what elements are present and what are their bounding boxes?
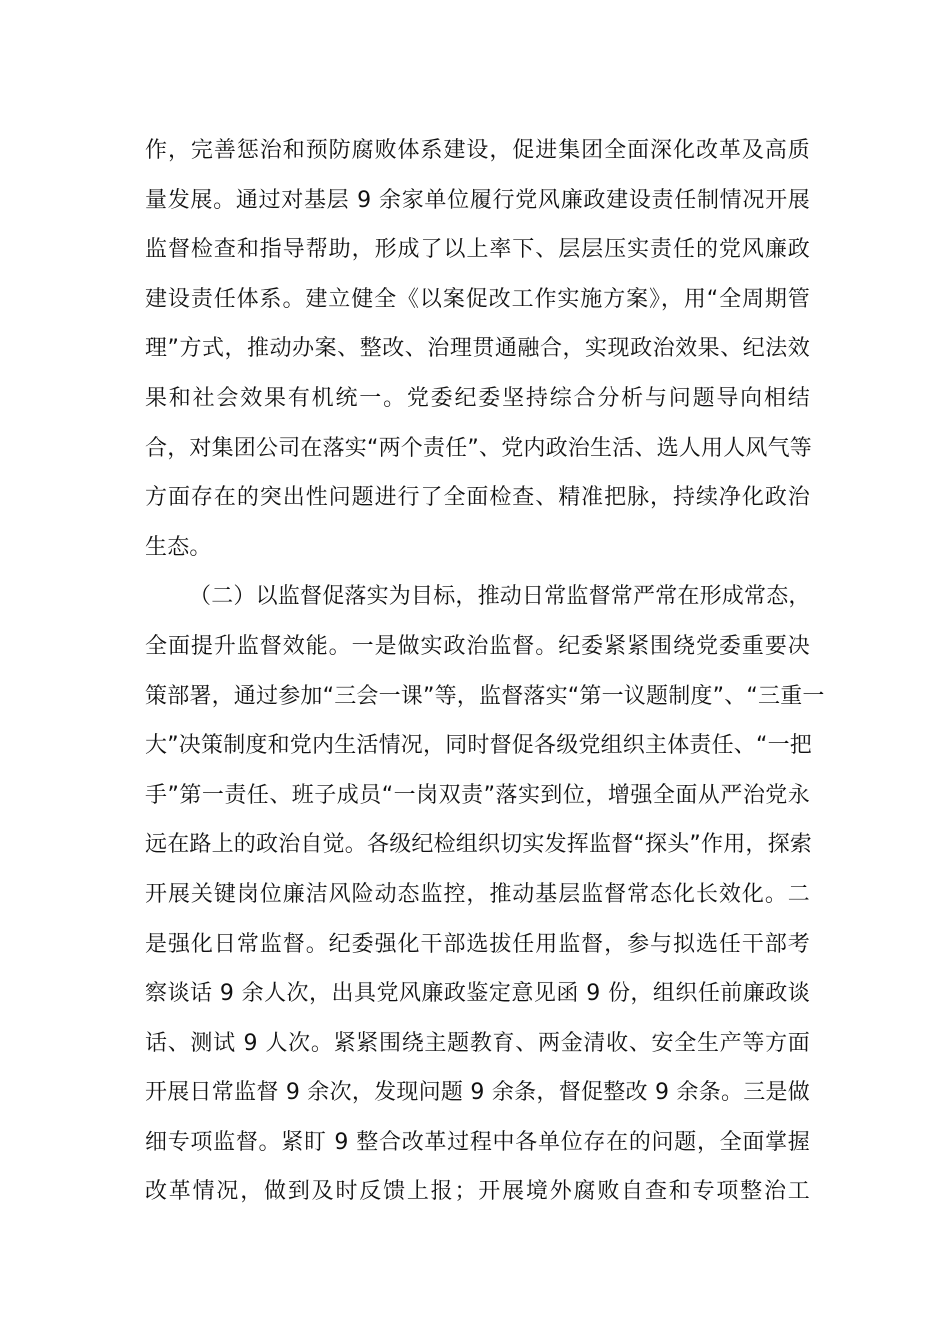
text-line: 理”方式，推动办案、整改、治理贯通融合，实现政治效果、纪法效 <box>145 336 810 362</box>
document-body-text <box>145 126 825 1217</box>
text-line: 生态。 <box>145 534 212 560</box>
text-line: 大”决策制度和党内生活情况，同时督促各级党组织主体责任、“一把 <box>145 733 812 759</box>
text-line: （二）以监督促落实为目标，推动日常监督常严常在形成常态， <box>189 584 811 610</box>
text-line: 策部署，通过参加“三会一课”等，监督落实“第一议题制度”、“三重一 <box>145 683 825 709</box>
text-line: 量发展。通过对基层 9 余家单位履行党风廉政建设责任制情况开展 <box>145 187 810 213</box>
text-line: 改革情况，做到及时反馈上报；开展境外腐败自查和专项整治工 <box>145 1179 810 1205</box>
text-line: 开展关键岗位廉洁风险动态监控，推动基层监督常态化长效化。二 <box>145 881 810 907</box>
text-line: 开展日常监督 9 余次，发现问题 9 余条，督促整改 9 余条。三是做 <box>145 1080 810 1106</box>
text-line: 果和社会效果有机统一。党委纪委坚持综合分析与问题导向相结 <box>145 385 810 411</box>
text-line: 手”第一责任、班子成员“一岗双责”落实到位，增强全面从严治党永 <box>145 782 810 808</box>
text-line: 话、测试 9 人次。紧紧围绕主题教育、两金清收、安全生产等方面 <box>145 1030 810 1056</box>
text-line: 远在路上的政治自觉。各级纪检组织切实发挥监督“探头”作用，探索 <box>145 832 812 858</box>
text-line: 方面存在的突出性问题进行了全面检查、精准把脉，持续净化政治 <box>145 485 810 511</box>
text-line: 是强化日常监督。纪委强化干部选拔任用监督，参与拟选任干部考 <box>145 931 810 957</box>
text-line: 全面提升监督效能。一是做实政治监督。纪委紧紧围绕党委重要决 <box>145 633 810 659</box>
text-line: 作，完善惩治和预防腐败体系建设，促进集团全面深化改革及高质 <box>145 138 810 163</box>
text-line: 监督检查和指导帮助，形成了以上率下、层层压实责任的党风廉政 <box>145 237 810 263</box>
text-line: 建设责任体系。建立健全《以案促改工作实施方案》，用“全周期管 <box>145 286 810 312</box>
text-line: 合，对集团公司在落实“两个责任”、党内政治生活、选人用人风气等 <box>145 435 812 461</box>
text-line: 察谈话 9 余人次，出具党风廉政鉴定意见函 9 份，组织任前廉政谈 <box>145 981 810 1007</box>
text-line: 细专项监督。紧盯 9 整合改革过程中各单位存在的问题，全面掌握 <box>145 1129 810 1155</box>
